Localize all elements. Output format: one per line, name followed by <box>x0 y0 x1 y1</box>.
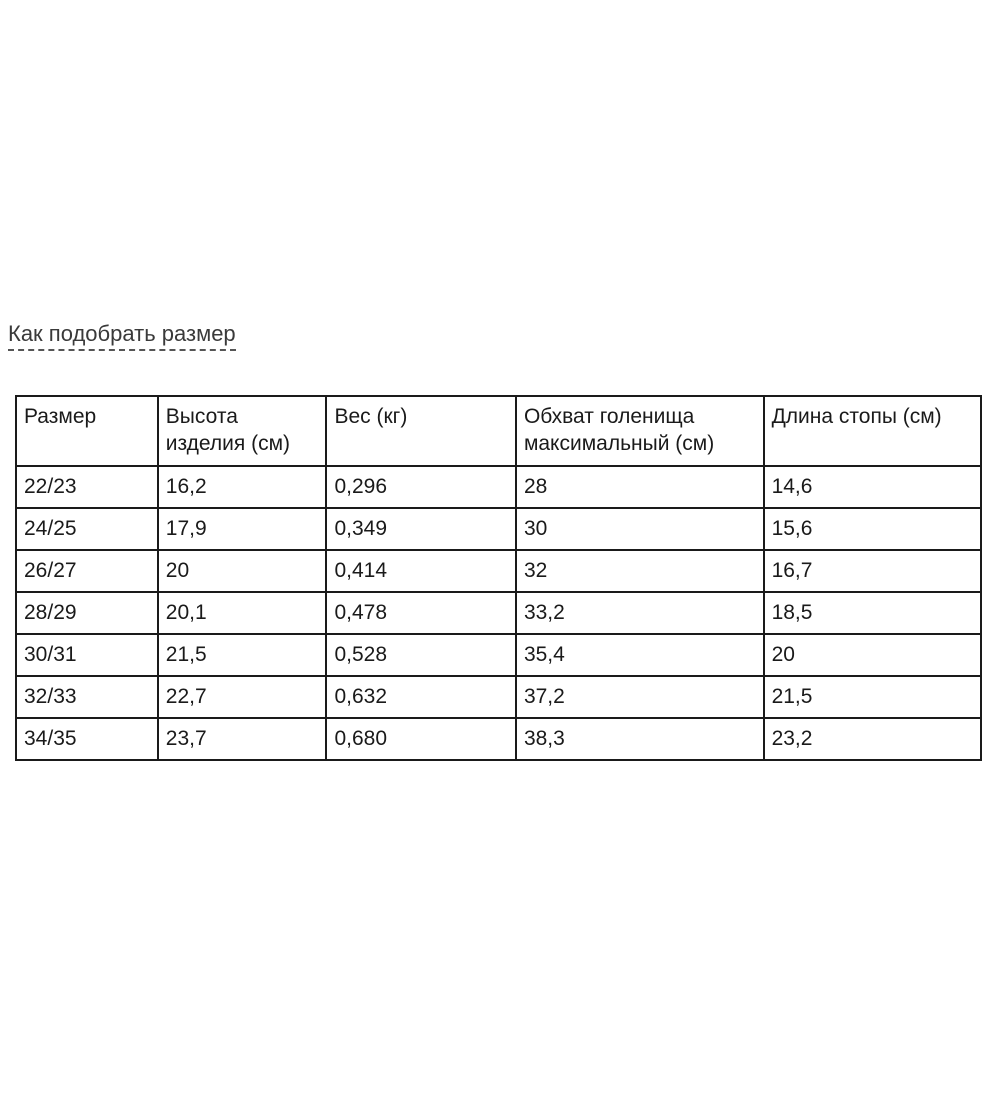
cell-foot-length: 20 <box>764 634 981 676</box>
cell-foot-length: 18,5 <box>764 592 981 634</box>
cell-size: 34/35 <box>16 718 158 760</box>
cell-shaft-girth: 38,3 <box>516 718 764 760</box>
cell-shaft-girth: 30 <box>516 508 764 550</box>
cell-weight: 0,296 <box>326 466 515 508</box>
cell-shaft-girth: 28 <box>516 466 764 508</box>
cell-weight: 0,528 <box>326 634 515 676</box>
header-foot-length: Длина стопы (см) <box>764 396 981 466</box>
cell-size: 24/25 <box>16 508 158 550</box>
header-shaft-girth: Обхват голенища максимальный (см) <box>516 396 764 466</box>
table-header-row <box>16 396 981 466</box>
cell-foot-length: 21,5 <box>764 676 981 718</box>
cell-size: 26/27 <box>16 550 158 592</box>
cell-height: 21,5 <box>158 634 327 676</box>
cell-size: 22/23 <box>16 466 158 508</box>
cell-foot-length: 23,2 <box>764 718 981 760</box>
cell-weight: 0,349 <box>326 508 515 550</box>
header-size: Размер <box>16 396 158 466</box>
cell-shaft-girth: 35,4 <box>516 634 764 676</box>
table-row <box>16 550 981 592</box>
table-row <box>16 508 981 550</box>
cell-foot-length: 16,7 <box>764 550 981 592</box>
table-header <box>16 396 981 466</box>
cell-size: 30/31 <box>16 634 158 676</box>
table-row <box>16 634 981 676</box>
cell-shaft-girth: 37,2 <box>516 676 764 718</box>
cell-weight: 0,478 <box>326 592 515 634</box>
cell-height: 22,7 <box>158 676 327 718</box>
table-row <box>16 676 981 718</box>
table-row <box>16 718 981 760</box>
cell-height: 16,2 <box>158 466 327 508</box>
header-weight: Вес (кг) <box>326 396 515 466</box>
cell-weight: 0,680 <box>326 718 515 760</box>
table-row <box>16 592 981 634</box>
cell-height: 20 <box>158 550 327 592</box>
size-guide-link[interactable]: Как подобрать размер <box>8 320 236 351</box>
cell-size: 32/33 <box>16 676 158 718</box>
cell-weight: 0,414 <box>326 550 515 592</box>
header-height: Высота изделия (см) <box>158 396 327 466</box>
cell-shaft-girth: 32 <box>516 550 764 592</box>
cell-weight: 0,632 <box>326 676 515 718</box>
cell-height: 17,9 <box>158 508 327 550</box>
size-table <box>15 395 982 761</box>
table-row <box>16 466 981 508</box>
cell-foot-length: 14,6 <box>764 466 981 508</box>
table-body <box>16 466 981 760</box>
cell-size: 28/29 <box>16 592 158 634</box>
cell-foot-length: 15,6 <box>764 508 981 550</box>
cell-height: 23,7 <box>158 718 327 760</box>
cell-height: 20,1 <box>158 592 327 634</box>
cell-shaft-girth: 33,2 <box>516 592 764 634</box>
